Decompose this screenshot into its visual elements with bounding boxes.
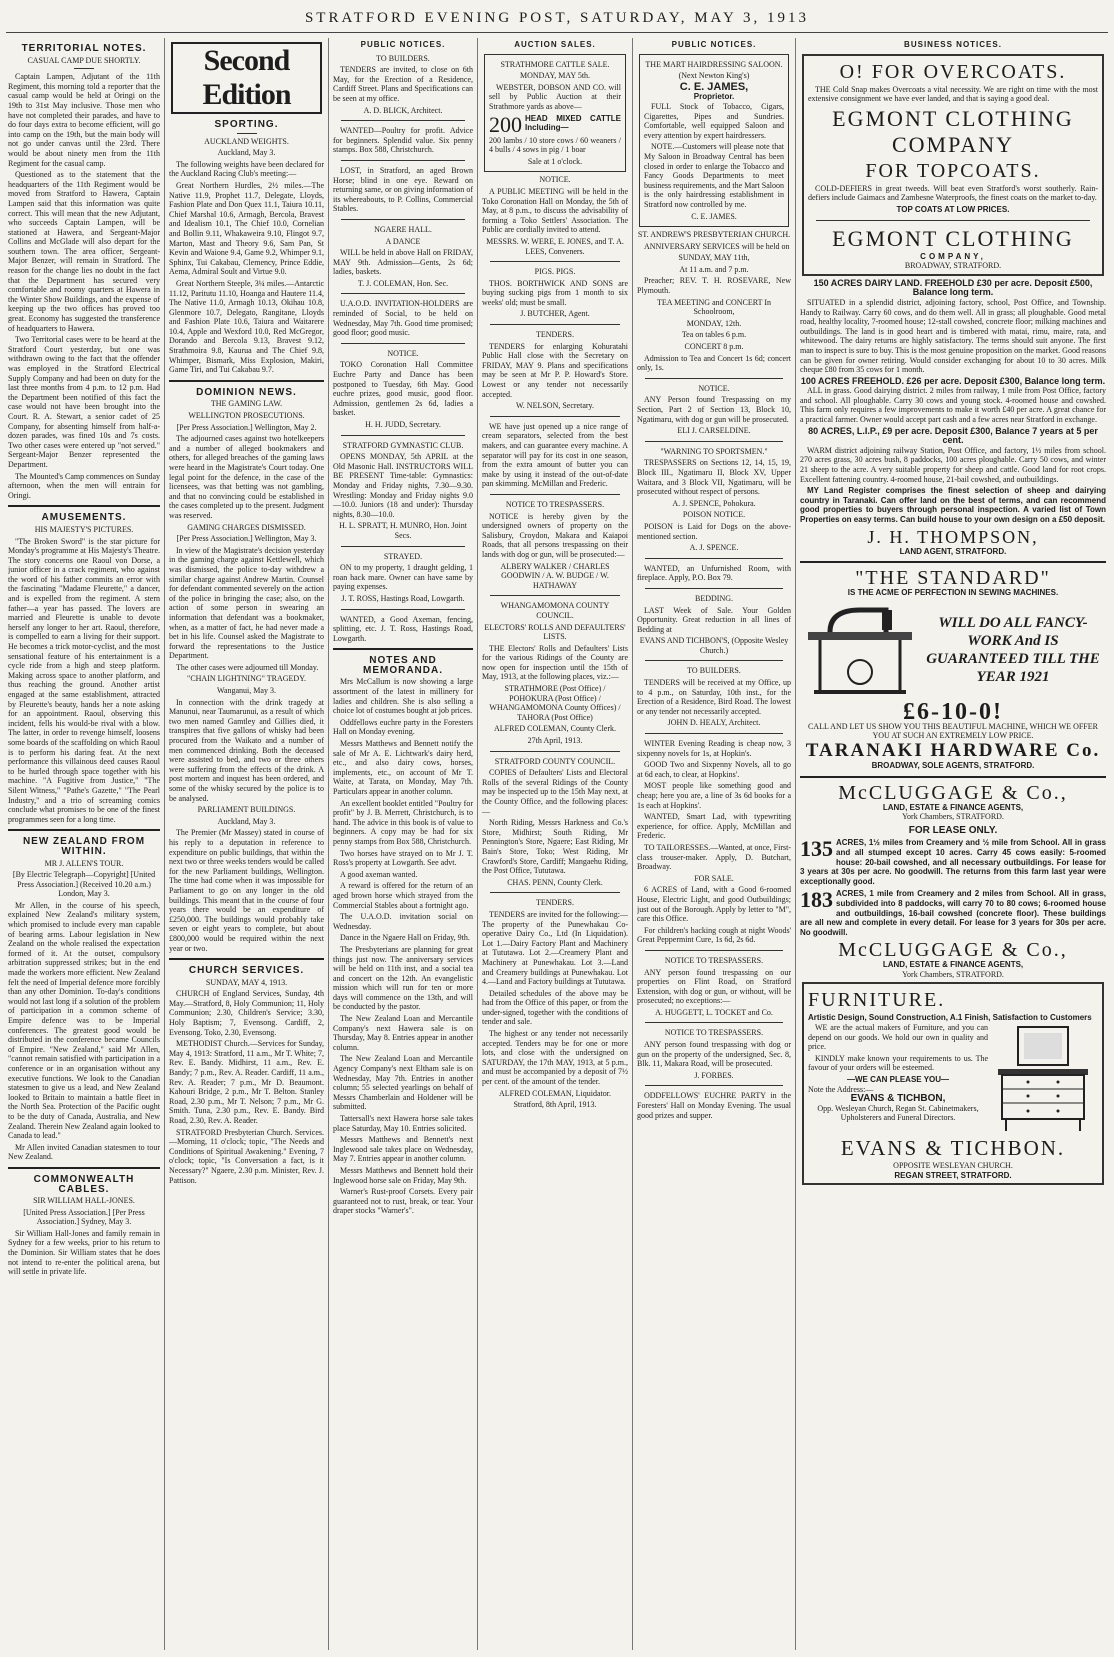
sewing-machine-illustration	[800, 602, 920, 698]
dateline: [United Press Association.] [Per Press Association.] Sydney, May 3.	[23, 1207, 145, 1227]
divider	[341, 546, 465, 547]
paragraph: THE Electors' Rolls and Defaulters' Lists for the various Ridings of the County are now open for inspection until the 15th of May, 1913, at the following places, viz.:—	[482, 643, 628, 682]
signature: ALFRED COLEMAN, County Clerk.	[494, 724, 616, 734]
listing-heading: 150 ACRES DAIRY LAND. FREEHOLD £30 per acre. Deposit £500, Balance long term.	[813, 277, 1093, 298]
subheading: NOTICE.	[387, 348, 419, 358]
divider	[645, 733, 783, 734]
paragraph: Sir William Hall-Jones and family remain in Sydney for a few weeks, prior to his return to the Dominion. Sir William states that he does not intend to re-enter the political arena, but will settle in private life.	[8, 1228, 160, 1277]
divider	[645, 441, 783, 442]
ad-furniture-address: Opp. Wesleyan Church, Regan St. Cabinetmakers, Upholsterers and Funeral Directors.	[817, 1103, 979, 1123]
lease-description: ACRES, 1½ miles from Creamery and ½ mile from School. All in grass and all stumped except 10 acres. Carry 45 cows easily: 5-roomed house: 20-bail cowshed, and all necessary outbuildings. For lease for 3 years at 30s per acre. No goodwill. The returns from this farm last year were exceptionally good.	[800, 838, 1106, 886]
ad-furniture-heading: FURNITURE.	[808, 989, 946, 1012]
paragraph: North Riding, Messrs Harkness and Co.'s Store, Midhirst; South Riding, Mr Pennington's Store, Ngaere; East Riding, Mr Bain's Store, Toko; West Riding, Mr Crawford's Store, Cardiff; Mangaehu Riding, the Post Office, Tututawa.	[482, 818, 628, 876]
paragraph: Messrs Matthews and Bennett notify the sale of Mr A. E. Lichtwark's dairy herd, etc., and also dairy cows, horses, implements, etc., on account of Mr T. Waite, at Tarata, on Monday, May 7th. Particulars appear in another column.	[333, 739, 473, 796]
lease-description: ACRES, 1 mile from Creamery and 2 miles from School. All in grass, subdivided into 8 paddocks, will carry 70 to 80 cows; 6-roomed house and outbuildings, 16-bail cowshed (concrete floor). These buildings are all new and complete in every detail. For lease for 3 years for 30s per acre. No goodwill.	[800, 889, 1106, 937]
paragraph: ANNIVERSARY SERVICES will be held on	[644, 241, 790, 251]
divider	[490, 751, 620, 752]
divider	[341, 435, 465, 436]
paragraph: COPIES of Defaulters' Lists and Electoral Rolls of the several Ridings of the County may be inspected up to the 15th May next, at the County Office, and the following places:—	[482, 768, 628, 816]
dateline: [Per Press Association.] Wellington, May 3.	[176, 534, 317, 544]
paragraph: WARM district adjoining railway Station, Post Office, and factory, 1½ miles from school. 270 acres grass, 30 acres bush, 8 paddocks, 100 acres ploughable. Carry 50 cows, and winter 21 sheep to the acre. A very suitable property for sheep and cattle. Good land for root crops. Excellent fattening country. 4-roomed house, 21-bail cowshed, and outbuildings.	[800, 445, 1106, 484]
ad-company-suffix: COMPANY,	[920, 251, 986, 261]
paragraph: COLD-DEFIERS in great tweeds. Will beat even Stratford's worst southerly. Rain-defiers include Gaimacs and Zambesne Waterproofs, the finest coats on the market to-day.	[808, 183, 1098, 203]
divider	[341, 293, 465, 294]
paragraph: The adjourned cases against two hotelkeepers and a number of alleged bookmakers and others, for alleged breaches of the gaming laws were heard in the Magistrate's Court today. One legal point for the defence, in the case of the licensees, was that betting was not gambling, and that no convincing could be established in the cases completed up to the present. Judgment was reserved.	[169, 434, 324, 520]
subheading: NOTICE.	[698, 383, 730, 393]
list: STRATHMORE (Post Office) / POHOKURA (Post Office) / WHANGAMOMONA County Offices) / TAHORA (Post Office)	[489, 684, 621, 722]
divider	[645, 558, 783, 559]
agent-address: LAND AGENT, STRATFORD.	[899, 546, 1007, 556]
subheading: TO BUILDERS.	[687, 666, 741, 676]
subheading: "WARNING TO SPORTSMEN."	[660, 446, 768, 456]
paragraph: POISON is Laid for Dogs on the above-mentioned section.	[637, 521, 791, 541]
paragraph: Messrs Matthews and Bennett's next Inglewood sale takes place on Wednesday, May 7. Entries appear in another column.	[333, 1135, 473, 1164]
paragraph: TENDERS will be received at my Office, up to 4 p.m., on Saturday, 10th inst., for the Erection of a Residence, Bird Road. The lowest or any tender not necessarily accepted.	[637, 678, 791, 716]
subheading: NGAERE HALL.	[374, 224, 432, 234]
ad-mccluggage-subtitle: LAND, ESTATE & FINANCE AGENTS,	[882, 960, 1024, 970]
divider	[800, 561, 1106, 563]
date: Stratford, 8th April, 1913.	[513, 1100, 597, 1110]
paragraph: STRATFORD Presbyterian Church. Services.—Morning, 11 o'clock; topic, "The Needs and Conditions of Spiritual Awakening." Evening, 7 o'clock; topic, "Is Conversation a fact, is it Necessary?" Ngaere, 2.30 p.m. Minister, Rev. J. Pattison.	[169, 1127, 324, 1185]
paragraph: An excellent booklet entitled "Poultry for profit" by J. B. Merrett, Christchurch, is to hand. The advice in this book is of value to beginners. A copy may be had for six penny stamps from Box 588, Christchurch.	[333, 798, 473, 846]
ad-furniture-slogan: —WE CAN PLEASE YOU—	[846, 1075, 950, 1085]
paragraph: For children's hacking cough at night Woods' Great Peppermint Cure, 1s 6d, 2s 6d.	[637, 925, 791, 945]
paragraph: WANTED, Smart Lad, with typewriting experience, for office. Apply, McMillan and Frederic.	[637, 812, 791, 841]
divider	[8, 1167, 160, 1169]
divider	[237, 133, 257, 134]
column-territorial	[8, 38, 160, 1650]
dateline: Wanganui, May 3.	[217, 686, 276, 696]
ad-standard-price: £6-10-0!	[903, 698, 1003, 725]
listing-heading: 80 ACRES, L.I.P., £9 per acre. Deposit £300, Balance 7 years at 5 per cent.	[808, 425, 1098, 446]
ad-mart-hairdressing	[639, 54, 789, 228]
ad-headline: O! FOR OVERCOATS.	[839, 60, 1067, 83]
sale-time: Sale at 1 o'clock.	[527, 156, 583, 166]
dateline: [Per Press Association.] Wellington, May 2.	[176, 422, 317, 432]
signature: A. J. SPENCE, Pohokura.	[672, 498, 756, 508]
column-rule	[632, 38, 633, 1650]
column-public-notices-1	[333, 38, 473, 1650]
paragraph: TENDERS are invited, to close on 6th May, for the Erection of a Residence, Cardiff Street. Plans and Specifications can be seen at my office.	[333, 65, 473, 103]
subheading: "CHAIN LIGHTNING" TRAGEDY.	[187, 674, 306, 684]
paragraph: OPENS MONDAY, 5th APRIL at the Old Masonic Hall. INSTRUCTORS WILL BE PRESENT Time-table: Gymnastics: Monday and Friday nights, 7.30—9.30. Wrestling: Monday and Friday nights 9.0—10.0. Juniors (18 and under): Thursday nights, 8.30—10.0.	[333, 452, 473, 519]
ad-standard-claims: WILL DO ALL FANCY-WORK And IS GUARANTEED TILL THE YEAR 1921	[926, 614, 1100, 685]
divider	[490, 892, 620, 893]
column-header: BUSINESS NOTICES.	[904, 40, 1002, 49]
agent-name: J. H. THOMPSON,	[867, 526, 1039, 547]
ad-company-name: EGMONT CLOTHING COMPANY	[832, 105, 1074, 157]
subheading: STRATHMORE CATTLE SALE.	[500, 59, 610, 69]
divider	[74, 68, 94, 69]
paragraph: Warner's Rust-proof Corsets. Every pair guaranteed not to rust, break, or tear. Your draper stocks "Warner's".	[333, 1187, 473, 1216]
time: Tea on tables 6 p.m.	[681, 330, 747, 340]
signature: J. BUTCHER, Agent.	[520, 309, 590, 319]
signature: J. T. ROSS, Hastings Road, Lowgarth.	[341, 593, 465, 603]
subheading: THE MART HAIRDRESSING SALOON.	[645, 59, 783, 69]
ad-mccluggage-name: McCLUGGAGE & Co.,	[838, 939, 1068, 962]
subheading: NOTICE.	[539, 175, 571, 185]
ad-standard-title: "THE STANDARD"	[855, 567, 1051, 590]
paragraph: ODDFELLOWS' EUCHRE PARTY in the Foresters' Hall on Monday Evening. The usual good prizes and supper.	[637, 1091, 791, 1120]
subheading: NOTICE TO TRESPASSERS.	[664, 1028, 764, 1038]
ad-company-name: EGMONT CLOTHING	[832, 225, 1074, 251]
time: CONCERT 8 p.m.	[684, 342, 744, 352]
subheading: STRATFORD COUNTY COUNCIL.	[494, 756, 616, 766]
date: 27th April, 1913.	[527, 736, 583, 746]
ad-standard-callout: CALL AND LET US SHOW YOU THIS BEAUTIFUL MACHINE, WHICH WE OFFER YOU AT SUCH AN EXTREMELY LOW PRICE.	[808, 721, 1098, 741]
signature: W. NELSON, Secretary.	[515, 401, 595, 411]
paragraph: The U.A.O.D. invitation social on Wednesday.	[333, 912, 473, 931]
column-rule	[477, 38, 478, 1650]
paragraph: LOST, in Stratford, an aged Brown Horse; blind in one eye. Reward on returning same, or on giving information of its whereabouts, to P. Collins, Commercial Stables.	[333, 165, 473, 214]
subheading: STRAYED.	[383, 551, 423, 561]
time: At 11 a.m. and 7 p.m.	[679, 264, 749, 274]
paragraph: ANY person found trespassing on our properties on Flint Road, on Stratford Extension, with dog or gun, or without, will be prosecuted; no exceptions:—	[637, 967, 791, 1006]
dresser-illustration	[988, 1023, 1098, 1135]
date: SUNDAY, MAY 11th,	[678, 253, 750, 263]
paragraph: The following weights have been declared for the Auckland Racing Club's meeting:—	[169, 159, 324, 179]
dateline: Auckland, May 3.	[217, 816, 276, 826]
lease-acres-number: 183	[800, 887, 833, 913]
paragraph: NOTICE is hereby given by the undersigned owners of property on the Salisbury, Croydon, Makara and Kaiapoi Roads, that all persons trespassing on their lands with dog or gun, will be prosecuted:—	[482, 511, 628, 559]
signature: ALFRED COLEMAN, Liquidator.	[499, 1088, 611, 1098]
subheading: MR J. ALLEN'S TOUR.	[44, 858, 124, 868]
paragraph: TENDERS are invited for the following:— The property of the Punewhakau Co-operative Dairy Co., Ltd (In Liquidation). Lot 1.—Dairy Factory Plant and Machinery at Tututawa. Lot 2.—Creamery Plant and Machinery at Punewhakau. Lot 3.—Land and Creamery buildings at Punewhakau. Lot 4.—Land and Factory buildings at Tututawa.	[482, 909, 628, 987]
date: MONDAY, 12th.	[686, 318, 742, 328]
paragraph: WE are the actual makers of Furniture, and you can depend on our goods. We hold our own in quality and price.	[808, 1023, 988, 1052]
subheading: STRATFORD GYMNASTIC CLUB.	[342, 440, 464, 450]
paragraph: Dance in the Ngaere Hall on Friday, 9th.	[340, 933, 470, 943]
dateline: [By Electric Telegraph—Copyright] [United Press Association.] (Received 10.20 a.m.) London, May 3.	[12, 870, 156, 899]
signature: T. J. COLEMAN, Hon. Sec.	[357, 278, 449, 288]
paragraph: CHURCH of England Services, Sunday, 4th May.—Stratford, 8, Holy Communion; 11, Holy Communion; 2.30, Children's Service; 3.30, Holy Baptism; 7, Evensong. Cardiff, 2, Evensong. Toko, 2.30, Evensong.	[169, 989, 324, 1037]
column-rule	[795, 38, 796, 1650]
subheading: NOTICE TO TRESPASSERS.	[664, 955, 764, 965]
ad-mccluggage-address: York Chambers, STRATFORD.	[902, 812, 1004, 822]
divider	[341, 609, 465, 610]
subheading: NOTICE TO TRESPASSERS.	[505, 499, 605, 509]
paragraph: Great Northern Steeple, 3¼ miles.—Antarctic 11.12, Paritutu 11.10, Hoanga and Hautere 11.4, The Native 11.0, Armagh 10.13, Okihau 10.8, Glenmore 10.7, Delegato, Rangitane, Lloyds and Fashion Plate 10.6, Taiura and Waitarere 10.4, Apple and Wexford 10.0, Red McGregor, Dorando and Bercola 9.13, Bravest 9.12, Strathmoira 9.8, Kaurua and The Chief 9.8, Whimper, Bismark, Miss Explosion, Makiri, Game Tiri, and Tui Cakabau 9.7.	[169, 278, 324, 375]
subheading: GAMING CHARGES DISMISSED.	[187, 522, 306, 532]
paragraph: Great Northern Hurdles, 2½ miles.—The Native 11.9, Prophet 11.7, Delegate, Lloyds, Fashion Plate and Don Quex 11.1, Taiura 10.11, Chief Marshal 10.6, Armagh, Bercola, Bravest and Idealism 10.1, The Chief 10.0, Cornelian and Bollin 9.11, Whakaweira 9.10, Flingot 9.7, Marton, Mast and Theory 9.6, Sam Pan, St Kevin and Waione 9.4, Game 9.2, Whimper 9.1, Sphinx, Tui Cakabau, Clemency, Prince Eddie, Aema, Admiral Soult and Virtue 9.0.	[169, 180, 324, 277]
divider	[490, 416, 620, 417]
column-business-notices	[800, 38, 1106, 1650]
paragraph: KINDLY make known your requirements to us. The favour of your orders will be esteemed.	[808, 1053, 988, 1073]
heading-notes-memoranda: NOTES AND MEMORANDA.	[363, 655, 443, 676]
ad-furniture-footer-address: REGAN STREET, STRATFORD.	[894, 1170, 1012, 1180]
paragraph: ANY person found trespassing with dog or gun on the property of the undersigned, Sec. 8, Blk. 11, Makara Road, will be prosecuted.	[637, 1040, 791, 1069]
paragraph: "The Broken Sword" is the star picture for Monday's programme at His Majesty's Theatre. The story concerns one Raoul von Dorse, a junior officer in a crack regiment, who against the word of his father commits an error with the fascinating "Madame Fleurette," a dancer, and is expelled from the regiment. A stern father—a year has passed. The lovers are married and Fleurette is unable to devote herself any longer to her art. Raoul, therefore, is compelled to earn a living for their support. He becomes a trick motor-cyclist, and the most sensational feature of his entertainment is a cycle ride from a high and steep platform. Making across space to another platform, and thus reaching the ground. Another artist engaged at the same establishment, attracted by Fleurette's beauty, hands her a note asking for an appointment. Raoul, observing this incident, fells his would-be rival with a blow. The latter, in order to revenge himself, loosens some boards of the scaffolding on which Raoul is to perform his daring feat. At the next performance this villainous deed causes Raoul to be hurled through space together with his machine. "A Fugitive from Justice," "The Silent Witness," "Pathe's Gazette," "The Pearl Industry," and a trio of screaming comics conclude what promises to be one of the finest programmes seen for a long time.	[8, 536, 160, 824]
ad-strathmore-cattle	[484, 54, 626, 173]
divider	[816, 220, 1090, 221]
subheading: MONDAY, MAY 5th.	[519, 71, 591, 81]
subheading: TEA MEETING and CONCERT In Schoolroom,	[656, 297, 772, 317]
ad-address: BROADWAY, STRATFORD.	[904, 261, 1002, 271]
paragraph: WINTER Evening Reading is cheap now, 3 sixpenny novels for 1s, at Hopkin's.	[637, 739, 791, 758]
subheading: ST. ANDREW'S PRESBYTERIAN CHURCH.	[637, 230, 791, 240]
paragraph: A PUBLIC MEETING will be held in the Toko Coronation Hall on Monday, the 5th of May, at 8 p.m., to discuss the advisability of forming a Toko Settlers' Association. The Public are cordially invited to attend.	[482, 186, 628, 235]
ad-furniture-footer-name: EVANS & TICHBON.	[840, 1136, 1066, 1161]
proprietor-label: Proprietor.	[693, 92, 735, 102]
paragraph: Messrs Matthews and Bennett hold their Inglewood horse sale on Friday, May 9th.	[333, 1165, 473, 1185]
subheading: FOR SALE.	[694, 873, 734, 883]
paragraph: WANTED, a Good Axeman, fencing, splitting, etc. J. T. Ross, Hastings Road, Lowgarth.	[333, 614, 473, 643]
paragraph: Two horses have strayed on to Mr J. T. Ross's property at Lowgarth. See advt.	[333, 848, 473, 868]
signature: H. H. JUDD, Secretary.	[365, 420, 441, 429]
divider	[490, 261, 620, 262]
divider	[490, 324, 620, 325]
divider	[341, 219, 465, 220]
subheading: BEDDING.	[695, 593, 733, 603]
signature: H. L. SPRATT, H. MUNRO, Hon. Joint Secs.	[339, 521, 467, 540]
subheading: POISON NOTICE.	[682, 510, 746, 520]
column-header: PUBLIC NOTICES.	[360, 40, 446, 49]
divider	[490, 595, 620, 596]
signature: MESSRS. W. WERE, E. JONES, and T. A. LEES, Conveners.	[486, 236, 624, 256]
divider	[169, 380, 324, 382]
paragraph: TENDERS for enlarging Kohuratahi Public Hall close with the Secretary on FRIDAY, MAY 9. Plans and specifications may be seen at Mr P. P. Howard's Store. Lowest or any tender not necessarily accepted.	[482, 341, 628, 399]
subheading: PARLIAMENT BUILDINGS.	[197, 805, 296, 815]
signature: ELI J. CARSELDINE.	[677, 426, 751, 436]
subheading: WHANGAMOMONA COUNTY COUNCIL.	[500, 601, 610, 620]
ad-mccluggage-subtitle: LAND, ESTATE & FINANCE AGENTS,	[882, 802, 1024, 812]
paragraph: Oddfellows euchre party in the Foresters Hall on Monday evening.	[333, 717, 473, 737]
big-number: 200	[489, 111, 522, 137]
column-header: AUCTION SALES.	[514, 40, 596, 49]
paragraph: SITUATED in a splendid district, adjoining factory, school, Post Office, and Township. Handy to Railway. Carry 60 cows, and do them well. All in grass; all ploughable. Good metal road, healthy locality, 7-roomed house; 12-stall cowshed, concrete floor; milking machines and outbuildings. The land is in good heart and is timbered with matai, rimu, maire, rata, and whitewood. The dairy returns are highly satisfactory. The terms should suit anyone. The first man to inspect is sure to buy. This is the most genuine proposition on the market. Good reasons can be given for owner retiring. Would consider exchanging for about 10 to 30 acres. Milk cheque £80 from 35 cows for 1 month.	[800, 297, 1106, 375]
signature: A. D. BLICK, Architect.	[363, 105, 443, 115]
paragraph: MY Land Register comprises the finest selection of sheep and dairying country in Taranaki. Can offer land on the best of terms, and can recommend good properties to buyers through personal inspection. A varied list of Town Properties on easy terms. Can build house to your own design on a £50 deposit.	[800, 486, 1106, 524]
heading-church-services: CHURCH SERVICES.	[188, 965, 305, 977]
heading-sporting: SPORTING.	[214, 119, 279, 130]
ad-furniture-company: EVANS & TICHBON,	[850, 1093, 946, 1105]
paragraph: U.A.O.D. INVITATION-HOLDERS are reminded of Social, to be held on Wednesday, May 7th. Good time promised; good floor; good music.	[333, 299, 473, 338]
paragraph: Mr Allen, in the course of his speech, explained New Zealand's military system, which promised to include every man capable of bearing arms. Labour legislation in New Zealand on the whole realised the expectation formed of it. At the outset, compulsory arbitration suppressed strikes; but in the end made the workers more efficient. New Zealand felt the need of Imperial defence more forcibly than any other Dominion. To-day's conditions would not last long if a solution of the problem of participation in a common scheme of Empire defence was to be Imperial conferences. The greatest good would be distributed in the conference became Councils of Empire. "New Zealand," said Mr Allen, "cannot remain satisfied with participation in a conference or in an organisation without any executive functions. We look to the Canadian statesmen to give us a lead, and New Zealand looked to Britain to maintain a battle fleet in the North Sea. Protection of the Pacific ought to be the duty of Canada, Australia, and New Zealand. Therein New Zealand again looked to Canada to lead."	[8, 900, 160, 1141]
signature: C. E. JAMES.	[691, 211, 737, 221]
paragraph: LAST Week of Sale. Your Golden Opportunity. Great reduction in all lines of Bedding at	[637, 605, 791, 634]
column-header: PUBLIC NOTICES.	[671, 40, 757, 49]
paragraph: FULL Stock of Tobacco, Cigars, Cigarettes, Pipes and Sundries. Comfortable, well equipped Saloon and every attention by expert hairdressers.	[644, 101, 784, 140]
masthead: STRATFORD EVENING POST, SATURDAY, MAY 3, 1913	[304, 10, 810, 26]
divider	[341, 343, 465, 344]
divider	[169, 958, 324, 960]
paragraph: The other cases were adjourned till Monday.	[176, 662, 319, 672]
subheading: (Next Newton King's)	[678, 71, 750, 81]
ad-lease-heading: FOR LEASE ONLY.	[908, 824, 998, 836]
paragraph: The New Zealand Loan and Mercantile Agency Company's next Eltham sale is on Wednesday, May 7th. Entries in another column; 55 selected yearlings on behalf of Messrs Chamberlain and Holdener will be submitted.	[333, 1054, 473, 1112]
divider	[645, 950, 783, 951]
divider	[341, 160, 465, 161]
paragraph: Admission to Tea and Concert 1s 6d; concert only, 1s.	[637, 353, 791, 373]
ad-headline: FOR TOPCOATS.	[865, 159, 1041, 182]
column-auction-sales	[482, 38, 628, 1650]
divider	[800, 776, 1106, 778]
signature: EVANS AND TICHBON'S, (Opposite Wesley Church.)	[639, 636, 789, 655]
paragraph: WILL be held in above Hall on FRIDAY, MAY 9th. Admission—Gents, 2s 6d; ladies, baskets.	[333, 248, 473, 277]
paragraph: WE have just opened up a nice range of cream separators, selected from the best makers, and can guarantee every machine. A separator will pay for its cost in one season, from the extra amount of butter you can make by using it instead of the out-of-date pan skimming. McMillan and Frederic.	[482, 421, 628, 489]
paragraph: Questioned as to the statement that the headquarters of the 11th Regiment would be moved from Stratford to Hawera, Captain Lampen said that this information was quite correct. This will mean that the new Adjutant, who succeeds Captain Lampen, will be stationed at Hawera, and Sergeant-Major Collins and McGlade will also depart for the southern town. The area officer, Sergeant-Major Benzer, will remain in Stratford. The reason for the change lies no doubt in the fact that the Department has secured very comfortable and roomy quarters at Hawera in the Winter Show Buildings, and the expense of keeping up the two offices has proved too great. Economy has suggested the transference of headquarters to Hawera.	[8, 170, 160, 333]
ad-furniture	[802, 982, 1104, 1185]
signature: A. J. SPENCE.	[689, 543, 739, 553]
proprietor-name: C. E. JAMES,	[679, 80, 749, 93]
ad-mccluggage-address: York Chambers, STRATFORD.	[902, 969, 1004, 979]
paragraph: Detailed schedules of the above may be had from the Office of this paper, or from the under-signed, together with the conditions of tender and sale.	[482, 988, 628, 1027]
heading-new-zealand: NEW ZEALAND FROM WITHIN.	[22, 836, 146, 857]
ad-hardware-company: TARANAKI HARDWARE Co.	[805, 739, 1101, 761]
subheading: HIS MAJESTY'S PICTURES.	[34, 524, 134, 534]
paragraph: 6 ACRES of Land, with a Good 6-roomed House, Electric Light, and good Outbuildings; just out of the Borough. Apply by letter to "M", care this Office.	[637, 885, 791, 924]
column-rule	[164, 38, 165, 1650]
list: 200 lambs / 10 store cows / 60 weaners / 4 bulls / 4 sows in pig / 1 boar	[489, 135, 621, 155]
subheading: PIGS. PIGS.	[534, 267, 576, 277]
second-edition-title: Second Edition	[171, 42, 322, 114]
ad-hardware-address: BROADWAY, SOLE AGENTS, STRATFORD.	[871, 760, 1035, 770]
divider	[645, 660, 783, 661]
column-second-edition	[169, 38, 324, 1650]
paragraph: A good axeman wanted.	[340, 869, 418, 879]
divider	[341, 120, 465, 121]
paragraph: The Mounted's Camp commences on Sunday afternoon, when the men will entrain for Oringi.	[8, 471, 160, 500]
subheading: CASUAL CAMP DUE SHORTLY.	[27, 55, 141, 65]
signature: JOHN D. HEALY, Architect.	[667, 718, 761, 728]
paragraph: In view of the Magistrate's decision yesterday in the gaming charge against Kettlewell, which was dismissed, the police to-day withdrew a similar charge against Andrew Martin. Counsel for defendant commented severely on the action of the police in bringing the case; also, on the action of some person in swearing an information that defendant was a bookmaker, when, as a matter of fact, he had never made a bet in his life. Counsel asked the Magistrate to forward the representations to the Justice Department.	[169, 545, 324, 661]
heading-amusements: AMUSEMENTS.	[41, 512, 127, 524]
paragraph: TRESPASSERS on Sections 12, 14, 15, 19, Block III., Ngatimaru II, Block XV, Upper Waitara, and 3 Block VII, Ngatimaru, will be prosecuted without respect of persons.	[637, 458, 791, 497]
ad-standard-tagline: IS THE ACME OF PERFECTION IN SEWING MACHINES.	[847, 588, 1059, 598]
paragraph: ON to my property, 1 draught gelding, 1 roan hack mare. Owner can have same by paying expenses.	[333, 563, 473, 592]
divider	[333, 648, 473, 650]
subheading: AUCKLAND WEIGHTS.	[204, 136, 289, 146]
signature: ALBERY WALKER / CHARLES GOODWIN / A. W. BUDGE / W. HATHAWAY	[500, 561, 610, 590]
subheading: TO BUILDERS.	[376, 53, 430, 63]
signature: J. FORBES.	[694, 1070, 734, 1080]
paragraph: The highest or any tender not necessarily accepted. Tenders may be for one or more lots, and close with the undersigned on SATURDAY, the 17th MAY, 1913, at 5 p.m., and must be accompanied by a deposit of 7½ per cent. of the amount of the tender.	[482, 1029, 628, 1087]
subheading: THE GAMING LAW.	[210, 399, 283, 409]
paragraph: Preacher; REV. T. H. ROSEVARE, New Plymouth.	[637, 276, 791, 296]
sewing-machine-block	[800, 598, 1106, 702]
dateline: Auckland, May 3.	[217, 148, 276, 158]
masthead-rule	[6, 32, 1108, 33]
paragraph: GOOD Two and Sixpenny Novels, all to go at 6d each, to clear, at Hopkins'.	[637, 760, 791, 779]
paragraph: METHODIST Church.—Services for Sunday, May 4, 1913: Stratford, 11 a.m., Mr T. White; 7, Rev. E. Bandy. Midhirst, 11 a.m., Rev. E. Bandy; 7 p.m., Rev. A. Reader. Cardiff, 11 a.m., Rev. A. Reader; 7 p.m., Mr D. Beaumont. Kahouri Bridge, 2 p.m., Mr T. Belton. Stanley Road, 2.30 p.m., Mr T. Nelson; 7 p.m., Mr G. Smith. Tuna, 2.30 p.m., Rev. E. Bandy. Bird Road, 2.30, Rev. A. Reader.	[169, 1039, 324, 1125]
subheading: TENDERS.	[536, 330, 574, 340]
paragraph: MOST people like something good and cheap; here you are, a line of 3s 6d books for a 1s each at Hopkins'.	[637, 781, 791, 810]
paragraph: ALL in grass. Good dairying district. 2 miles from railway, 1 mile from Post Office, factory and school. All ploughable. Carry 30 cows and young stock. 4-roomed house and cowshed. This farm only requires a few improvements to make it worth £40 per acre. A great chance for a practical farmer. Owner would accept part cash and a few acres near Stratford in exchange.	[800, 386, 1106, 425]
paragraph: WANTED—Poultry for profit. Advice for beginners. Splendid value. Six penny stamps. Box 588, Christchurch.	[333, 126, 473, 155]
paragraph: A reward is offered for the return of an aged brown horse which strayed from the Commercial Stables about a fortnight ago.	[333, 881, 473, 910]
column-rule	[328, 38, 329, 1650]
paragraph: Captain Lampen, Adjutant of the 11th Regiment, this morning told a reporter that the casual camp would be held at Oringi on the 19th to 31st May inclusive. Those men who have not completed their parades, and have to do four days extra to become efficient, will go into camp on the 19th, but the main body will not go under canvas until the 23rd. There would be about ninety men from the 11th Regiment for the casual camp.	[8, 72, 160, 168]
paragraph: In connection with the drink tragedy at Manunui, near Taumarunui, as a result of which two men named Gamtley and Gillies died, it transpires that five gallons of whisky had been procured from the Waikato and a number of men commenced drinking. Both the deceased were assisted to bed, and two or three others were suffering from the effects of the drink. A post mortem and inquest has been ordered, and some of the whisky secured by the police is to be analysed.	[169, 697, 324, 803]
ad-egmont-clothing	[802, 54, 1104, 276]
column-public-notices-2	[637, 38, 791, 1650]
ad-furniture-tagline: Artistic Design, Sound Construction, A.1 Finish, Satisfaction to Customers	[808, 1013, 1092, 1023]
paragraph: WEBSTER, DOBSON AND CO. will sell by Public Auction at their Strathmore yards as above—	[489, 82, 621, 111]
paragraph: Two Territorial cases were to be heard at the Stratford Court yesterday, but one was withdrawn owing to the fact that the offender was employed in the Stratford Electrical Supply Company and had been on duty for the last three months from 4 p.m. to 12 p.m. Had the Department been notified of this fact the case would not have been brought into the Court. R. A. Stewart, a senior cadet of 25 Company, for absenting himself from half-a-dozen parades, was fined 10s and 7s costs. Two other cases were entered up "not served." Sergeant-Major Benzer represented the Department.	[8, 335, 160, 469]
paragraph: ANY Person found Trespassing on my Section, Part 2 of Section 13, Block 10, Ngatimaru, with dog or gun will be prosecuted.	[637, 395, 791, 424]
divider	[8, 505, 160, 507]
paragraph: The Presbyterians are planning for great things just now. The anniversary services will be held on 11th inst, and a social tea and concert on the 12th. An evangelistic mission which will run for ten or more days will commence on the 13th, and will be conducted by the pastor.	[333, 944, 473, 1012]
listing-heading: 100 ACRES FREEHOLD. £26 per acre. Deposit £300, Balance long term.	[800, 375, 1106, 386]
lease-acres-number: 135	[800, 836, 833, 862]
ad-furniture-footer-note: OPPOSITE WESLEYAN CHURCH.	[893, 1161, 1013, 1171]
signature: A. HUGGETT, L. TOCKET and Co.	[655, 1007, 773, 1017]
subheading: A DANCE	[385, 236, 421, 246]
subheading: SIR WILLIAM HALL-JONES.	[33, 1196, 135, 1206]
subheading: WELLINGTON PROSECUTIONS.	[188, 411, 305, 421]
heading-commonwealth: COMMONWEALTH CABLES.	[33, 1173, 135, 1195]
divider	[645, 1022, 783, 1023]
ad-tagline: TOP COATS AT LOW PRICES.	[896, 204, 1010, 214]
paragraph: TOKO Coronation Hall Committee Euchre Party and Dance has been postponed to Tuesday, 6th May. Good euchre prizes, good music, good floor. Admission, gentlemen 2s 6d, ladies a basket.	[333, 360, 473, 418]
ad-mccluggage-name: McCLUGGAGE & Co.,	[838, 781, 1068, 804]
subheading: ELECTORS' ROLLS AND DEFAULTERS' LISTS.	[484, 622, 626, 642]
paragraph: Mrs McCallum is now showing a large assortment of the latest in millinery for ladies and children. She is also selling a choice lot of costumes bought at job prices.	[333, 677, 473, 716]
paragraph: NOTE.—Customers will please note that My Saloon in Broadway Central has been closed in order to enlarge the Tobacco and Fancy Goods Departments to meet business requirements, and the Mart Saloon is the only hairdressing establishment in Stratford now controlled by me.	[644, 142, 784, 209]
heading-territorial: TERRITORIAL NOTES.	[21, 43, 147, 54]
paragraph: THOS. BORTHWICK AND SONS are buying sucking pigs from 1 month to six weeks' old; must be small.	[482, 278, 628, 307]
divider	[645, 1085, 783, 1086]
subheading: TENDERS.	[536, 898, 574, 908]
divider	[645, 588, 783, 589]
paragraph: Tattersall's next Hawera horse sale takes place Saturday, May 10. Entries solicited.	[333, 1114, 473, 1133]
paragraph: The Premier (Mr Massey) stated in course of his reply to a deputation in reference to expenditure on public buildings, that within the next two or three weeks tenders would be called for the new Parliament buildings, Wellington. The time had come when it was impossible for Parliament to go on any longer in the old buildings. This meant that in the course of four years there would be an expenditure of £250,000. The buildings would probably take seven or eight years to complete, but about £800,000 would be required within the next year or two.	[169, 828, 324, 953]
heading-dominion-news: DOMINION NEWS.	[196, 386, 297, 398]
paragraph: Mr Allen invited Canadian statesmen to tour New Zealand.	[8, 1142, 160, 1162]
paragraph: THE Cold Snap makes Overcoats a vital necessity. We are right on time with the most extensive consignment we have ever landed, and that is saying a good deal.	[808, 84, 1098, 104]
paragraph: The New Zealand Loan and Mercantile Company's next Hawera sale is on Thursday, May 8. Entries appear in another column.	[333, 1014, 473, 1052]
divider	[490, 494, 620, 495]
ad-address-label: Note the Address:—	[808, 1084, 874, 1094]
divider	[8, 829, 160, 831]
big-number-label: HEAD MIXED CATTLE Including—	[525, 113, 621, 133]
paragraph: TO TAILORESSES.—Wanted, at once, First-class trouser-maker. Apply, D. Butchart, Broadway.	[637, 842, 791, 872]
subheading: SUNDAY, MAY 4, 1913.	[205, 977, 288, 987]
paragraph: WANTED, an Unfurnished Room, with fireplace. Apply, P.O. Box 79.	[637, 563, 791, 583]
signature: CHAS. PENN, County Clerk.	[507, 877, 603, 887]
divider	[645, 378, 783, 379]
